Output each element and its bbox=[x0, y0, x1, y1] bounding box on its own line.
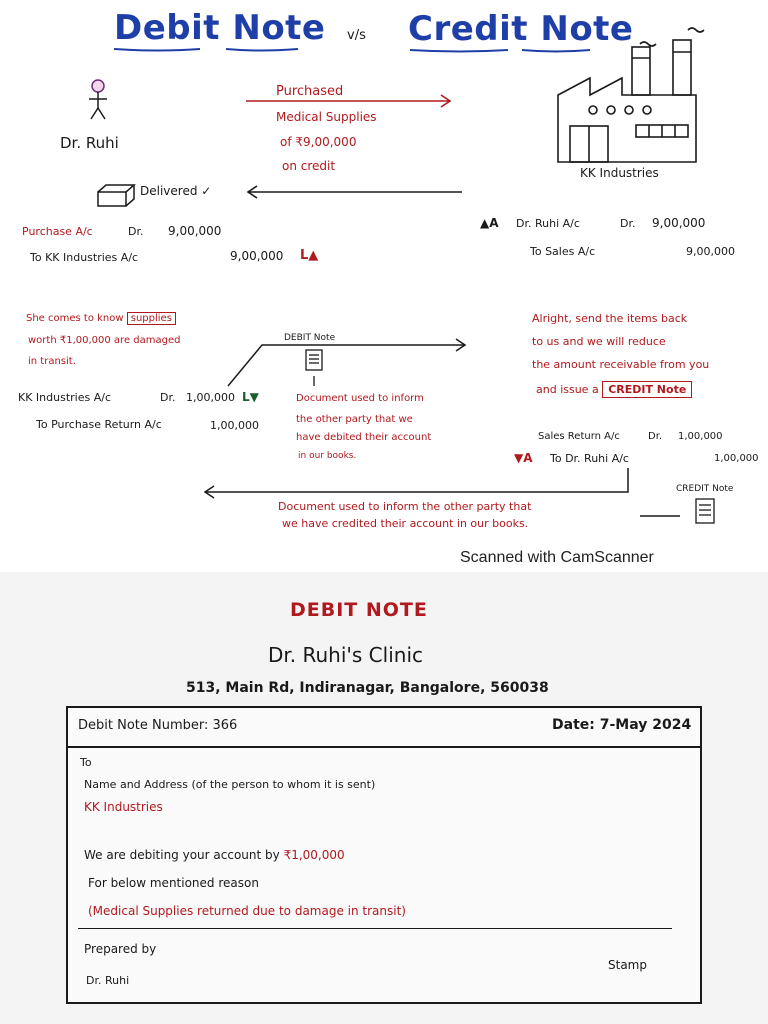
buyer-return-line1-amt: 1,00,000 bbox=[186, 391, 235, 404]
seller-entry-line1-dr: Dr. bbox=[620, 217, 636, 230]
seller-reply-line4-part: and issue a bbox=[536, 383, 599, 396]
recipient-name: KK Industries bbox=[84, 800, 163, 814]
seller-return-line2-name: To Dr. Ruhi A/c bbox=[550, 452, 629, 465]
reason-text: (Medical Supplies returned due to damage in transit) bbox=[88, 904, 406, 918]
debit-doc-text-3: have debited their account bbox=[296, 432, 432, 443]
buyer-entry-line1-name: Purchase A/c bbox=[22, 225, 93, 238]
buyer-return-line2-name: To Purchase Return A/c bbox=[36, 418, 162, 431]
debit-note-arrow bbox=[228, 339, 465, 386]
reason-label: For below mentioned reason bbox=[88, 876, 259, 890]
seller-entry-line1-name: Dr. Ruhi A/c bbox=[516, 217, 580, 230]
seller-entry-line2-amt: 9,00,000 bbox=[686, 245, 735, 258]
buyer-return-line2-amt: 1,00,000 bbox=[210, 419, 259, 432]
seller-reply-line4 bbox=[536, 383, 692, 396]
credit-doc-text-1: Document used to inform the other party that bbox=[278, 500, 532, 513]
buyer-entry-line2-amt: 9,00,000 bbox=[230, 249, 284, 263]
debit-doc-text-1: Document used to inform bbox=[296, 393, 424, 404]
damage-text-line2: worth ₹1,00,000 are damaged bbox=[28, 335, 181, 346]
scanner-watermark: Scanned with CamScanner bbox=[460, 549, 654, 566]
document-icon bbox=[306, 350, 322, 386]
seller-entry-line2-name: To Sales A/c bbox=[530, 245, 596, 258]
debit-note-header-row bbox=[68, 708, 700, 748]
purchase-text-4: on credit bbox=[282, 159, 336, 173]
debit-line-prefix: We are debiting your account by bbox=[84, 848, 280, 862]
seller-entry-line1-tag: ▲A bbox=[480, 216, 499, 230]
seller-reply-line1: Alright, send the items back bbox=[532, 312, 688, 325]
document-icon bbox=[696, 499, 714, 523]
damage-text-boxed: supplies bbox=[127, 312, 176, 325]
seller-reply-line3: the amount receivable from you bbox=[532, 358, 710, 371]
seller-return-line1-dr: Dr. bbox=[648, 431, 663, 442]
title-debit-note: Debit Note bbox=[114, 8, 326, 48]
title-credit-note: Credit Note bbox=[408, 9, 634, 49]
damage-text-line3: in transit. bbox=[28, 356, 76, 367]
debit-note-number: Debit Note Number: 366 bbox=[78, 718, 238, 733]
name-address-label: Name and Address (of the person to whom it is sent) bbox=[84, 778, 376, 791]
person-icon bbox=[89, 80, 107, 119]
debit-note-heading: DEBIT NOTE bbox=[290, 599, 428, 621]
purchase-text-3: of ₹9,00,000 bbox=[280, 135, 357, 149]
purchase-text-2: Medical Supplies bbox=[276, 110, 377, 124]
debit-amount: ₹1,00,000 bbox=[283, 848, 345, 862]
seller-reply-boxed: CREDIT Note bbox=[602, 381, 692, 398]
debit-doc-text-4: in our books. bbox=[298, 451, 357, 461]
seller-reply-line2: to us and we will reduce bbox=[532, 335, 666, 348]
buyer-entry-line1-amt: 9,00,000 bbox=[168, 224, 222, 238]
seller-return-line2-tag: ▼A bbox=[514, 451, 533, 465]
debit-note-box bbox=[66, 706, 702, 1004]
delivery-arrow bbox=[248, 186, 462, 198]
stamp-label: Stamp bbox=[608, 958, 647, 972]
title-vs: v/s bbox=[347, 28, 366, 43]
purchase-text-1: Purchased bbox=[276, 84, 344, 99]
debit-note-date: Date: 7-May 2024 bbox=[552, 717, 692, 733]
preparer-name: Dr. Ruhi bbox=[86, 974, 130, 987]
seller-return-line1-amt: 1,00,000 bbox=[678, 431, 723, 442]
credit-doc-text-2: we have credited their account in our books. bbox=[282, 517, 529, 530]
prepared-by-label: Prepared by bbox=[84, 942, 157, 956]
debit-doc-text-2: the other party that we bbox=[296, 414, 413, 425]
clinic-name: Dr. Ruhi's Clinic bbox=[268, 643, 423, 667]
seller-entry-line1-amt: 9,00,000 bbox=[652, 216, 706, 230]
buyer-entry-line2-tag: L▲ bbox=[300, 248, 319, 263]
credit-note-label: CREDIT Note bbox=[676, 484, 734, 494]
buyer-return-line1-name: KK Industries A/c bbox=[18, 391, 111, 404]
to-label: To bbox=[80, 756, 92, 769]
buyer-return-line1-dr: Dr. bbox=[160, 391, 176, 404]
clinic-address: 513, Main Rd, Indiranagar, Bangalore, 560038 bbox=[186, 680, 549, 696]
signature-divider bbox=[78, 928, 672, 929]
buyer-label: Dr. Ruhi bbox=[60, 134, 119, 152]
debit-note-label: DEBIT Note bbox=[284, 333, 336, 343]
seller-return-line2-amt: 1,00,000 bbox=[714, 453, 759, 464]
buyer-entry-line1-dr: Dr. bbox=[128, 225, 144, 238]
package-icon bbox=[98, 185, 134, 206]
debit-line bbox=[84, 848, 345, 862]
seller-label: KK Industries bbox=[580, 166, 659, 180]
delivered-label: Delivered ✓ bbox=[140, 184, 212, 198]
damage-text-line1 bbox=[26, 313, 176, 324]
damage-text-part1: She comes to know bbox=[26, 313, 124, 324]
seller-return-line1-name: Sales Return A/c bbox=[538, 431, 620, 442]
buyer-entry-line2-name: To KK Industries A/c bbox=[30, 251, 139, 264]
buyer-return-line1-tag: L▼ bbox=[242, 390, 259, 404]
